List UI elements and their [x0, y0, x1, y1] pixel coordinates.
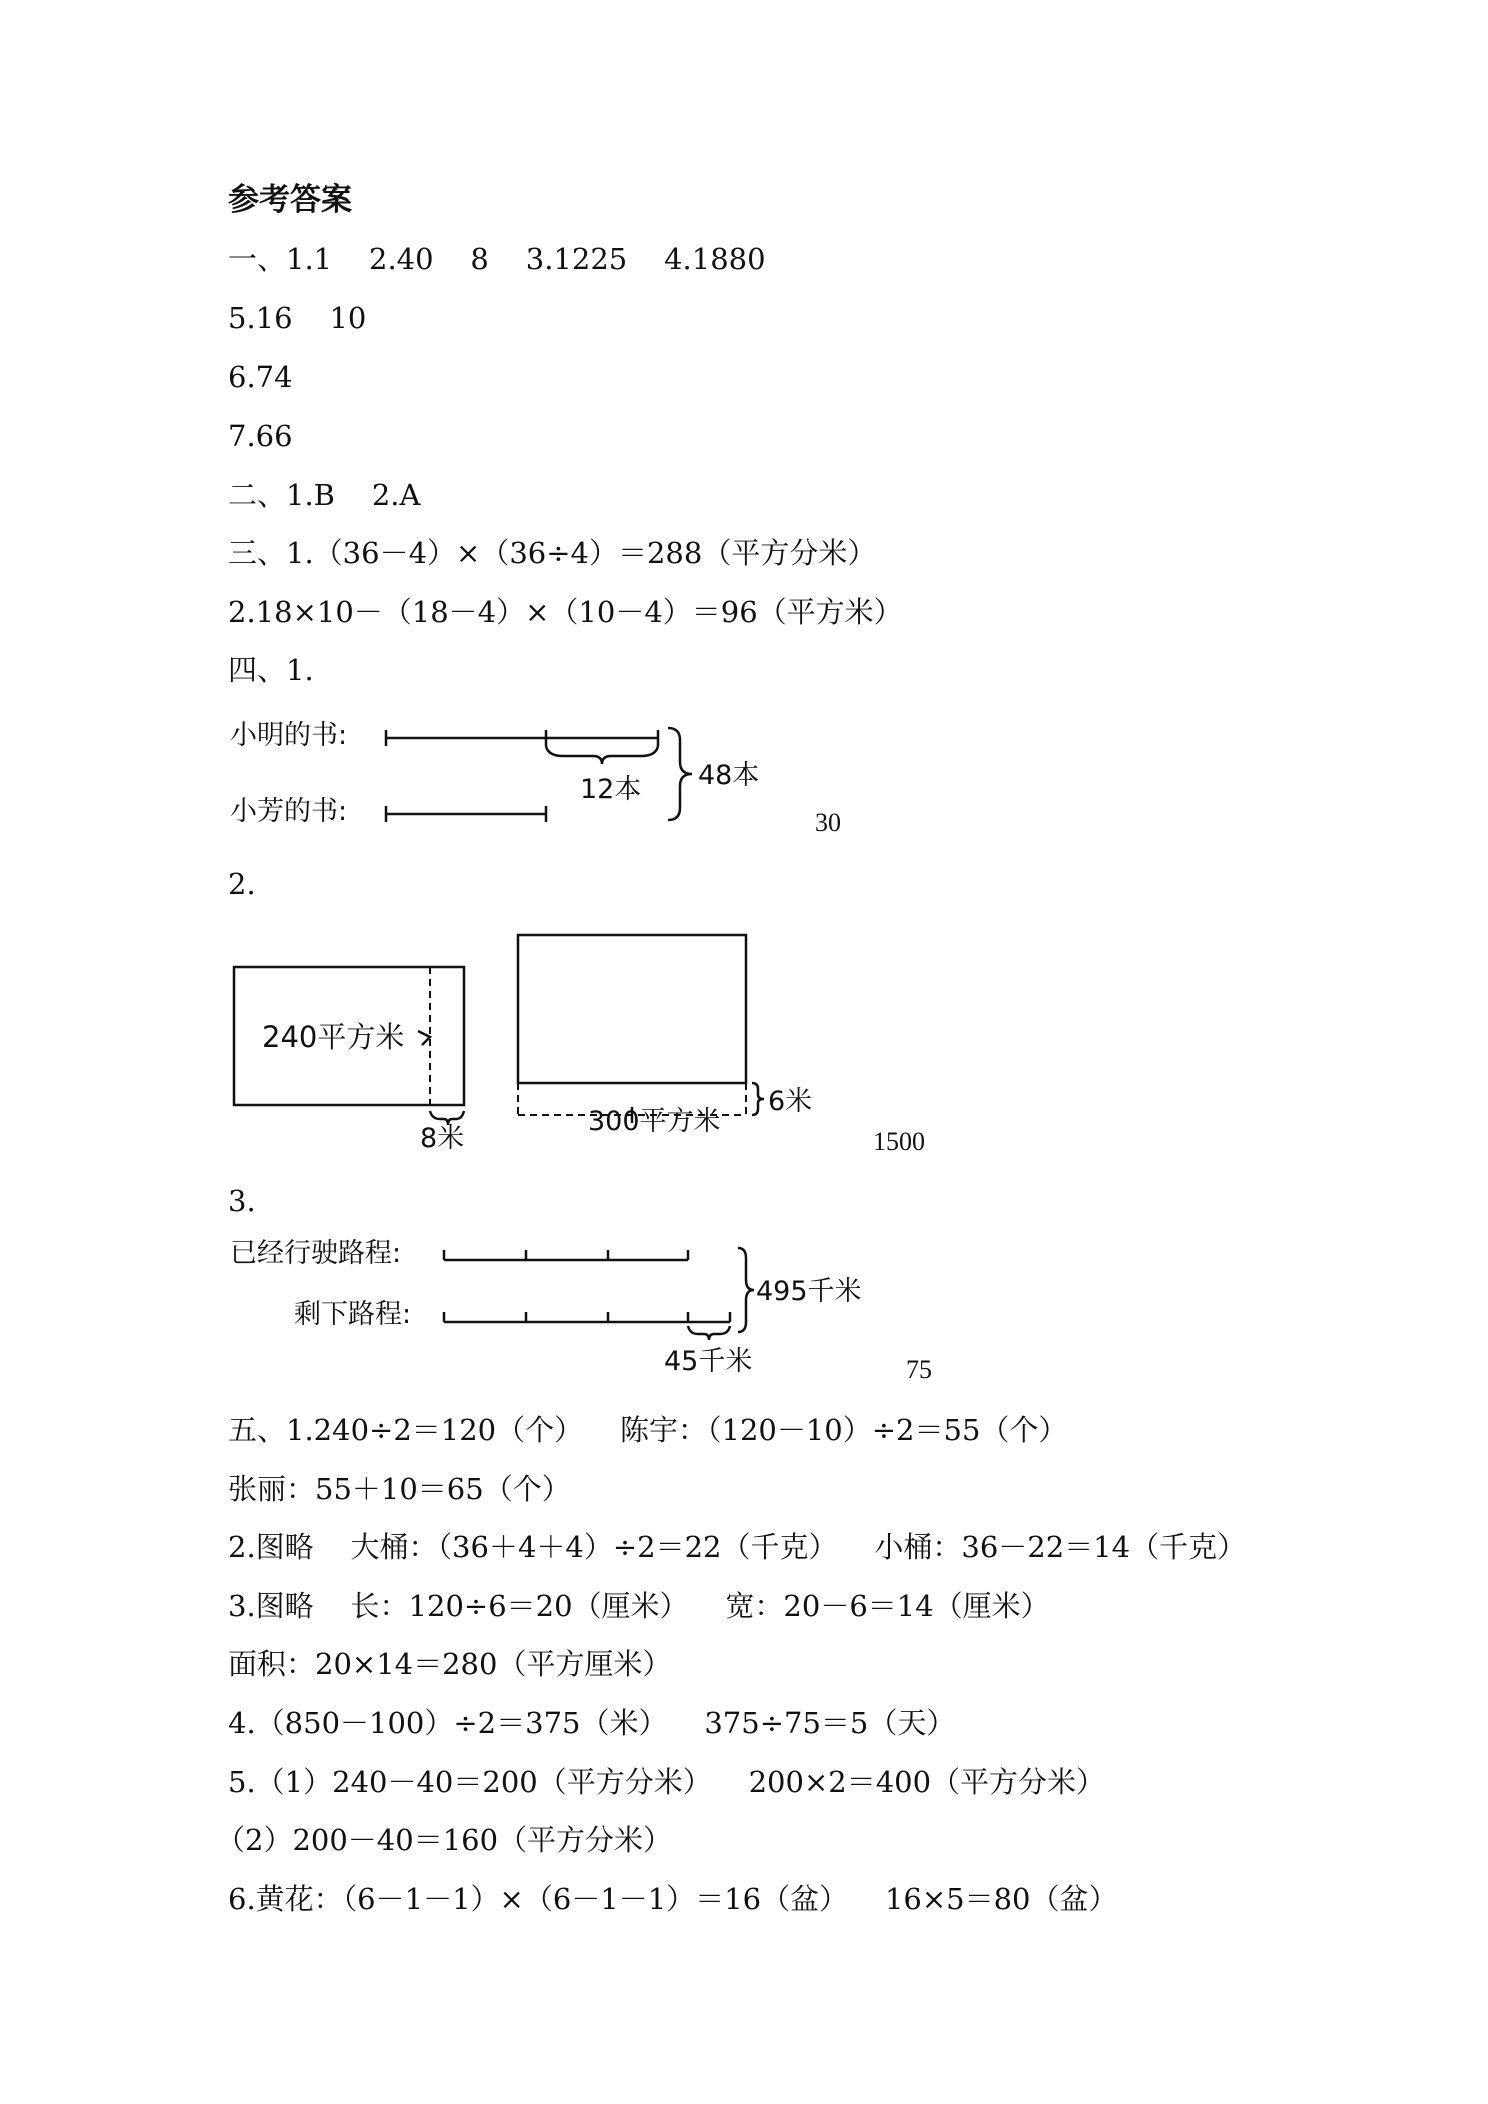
answer-line-11: 五、1.240÷2＝120（个） 陈宇：（120－10）÷2＝55（个）	[228, 1413, 1068, 1447]
difference-label: 12本	[580, 774, 642, 805]
q2-heading: 2.	[228, 867, 256, 901]
answer-q2: 1500	[873, 1127, 925, 1156]
answer-line-19: 6.黄花：（6－1－1）×（6－1－1）＝16（盆） 16×5＝80（盆）	[228, 1882, 1118, 1916]
answer-line-13: 2.图略 大桶：（36＋4＋4）÷2＝22（千克） 小桶：36－22＝14（千克）	[228, 1530, 1247, 1564]
q3-heading: 3.	[228, 1184, 256, 1218]
answer-line-6: 三、1.（36－4）×（36÷4）＝288（平方分米）	[228, 536, 877, 570]
answer-line-15: 面积：20×14＝280（平方厘米）	[228, 1647, 672, 1681]
left-width-label: 8米	[420, 1123, 465, 1154]
label-remaining: 剩下路程:	[294, 1299, 412, 1330]
answer-line-3: 6.74	[228, 360, 293, 394]
answer-line-16: 4.（850－100）÷2＝375（米） 375÷75＝5（天）	[228, 1706, 956, 1740]
answer-line-1: 一、1.1 2.40 8 3.1225 4.1880	[228, 242, 766, 276]
label-xiaoming-books: 小明的书:	[230, 720, 348, 751]
total-distance-label: 495千米	[756, 1276, 862, 1307]
answer-line-7: 2.18×10－（18－4）×（10－4）＝96（平方米）	[228, 595, 903, 629]
extra-distance-label: 45千米	[664, 1346, 753, 1377]
answer-q1: 30	[815, 808, 841, 837]
answer-line-5: 二、1.B 2.A	[228, 478, 421, 512]
answer-line-18: （2）200－40＝160（平方分米）	[216, 1823, 673, 1857]
total-distance-brace	[738, 1248, 754, 1332]
total-label: 48本	[698, 760, 760, 791]
answer-line-12: 张丽：55＋10＝65（个）	[228, 1472, 571, 1506]
answer-q3: 75	[906, 1355, 932, 1384]
rectangle-diagram	[228, 915, 848, 1155]
right-rectangle	[518, 935, 746, 1083]
label-xiaofang-books: 小芳的书:	[230, 796, 348, 827]
answer-line-14: 3.图略 长：120÷6＝20（厘米） 宽：20－6＝14（厘米）	[228, 1589, 1050, 1623]
right-height-label: 6米	[768, 1086, 813, 1117]
book-line-diagram	[228, 700, 828, 850]
section-4-heading: 四、1.	[228, 653, 314, 687]
label-traveled: 已经行驶路程:	[230, 1238, 402, 1269]
difference-brace	[546, 746, 658, 764]
distance-line-diagram	[228, 1232, 888, 1392]
left-area-label: 240平方米	[262, 1020, 405, 1054]
page-title: 参考答案	[228, 182, 352, 218]
answer-line-2: 5.16 10	[228, 301, 367, 335]
right-area-label: 300平方米	[588, 1106, 721, 1137]
answer-line-4: 7.66	[228, 419, 293, 453]
total-brace	[668, 728, 692, 820]
answer-line-17: 5.（1）240－40＝200（平方分米） 200×2＝400（平方分米）	[228, 1765, 1106, 1799]
